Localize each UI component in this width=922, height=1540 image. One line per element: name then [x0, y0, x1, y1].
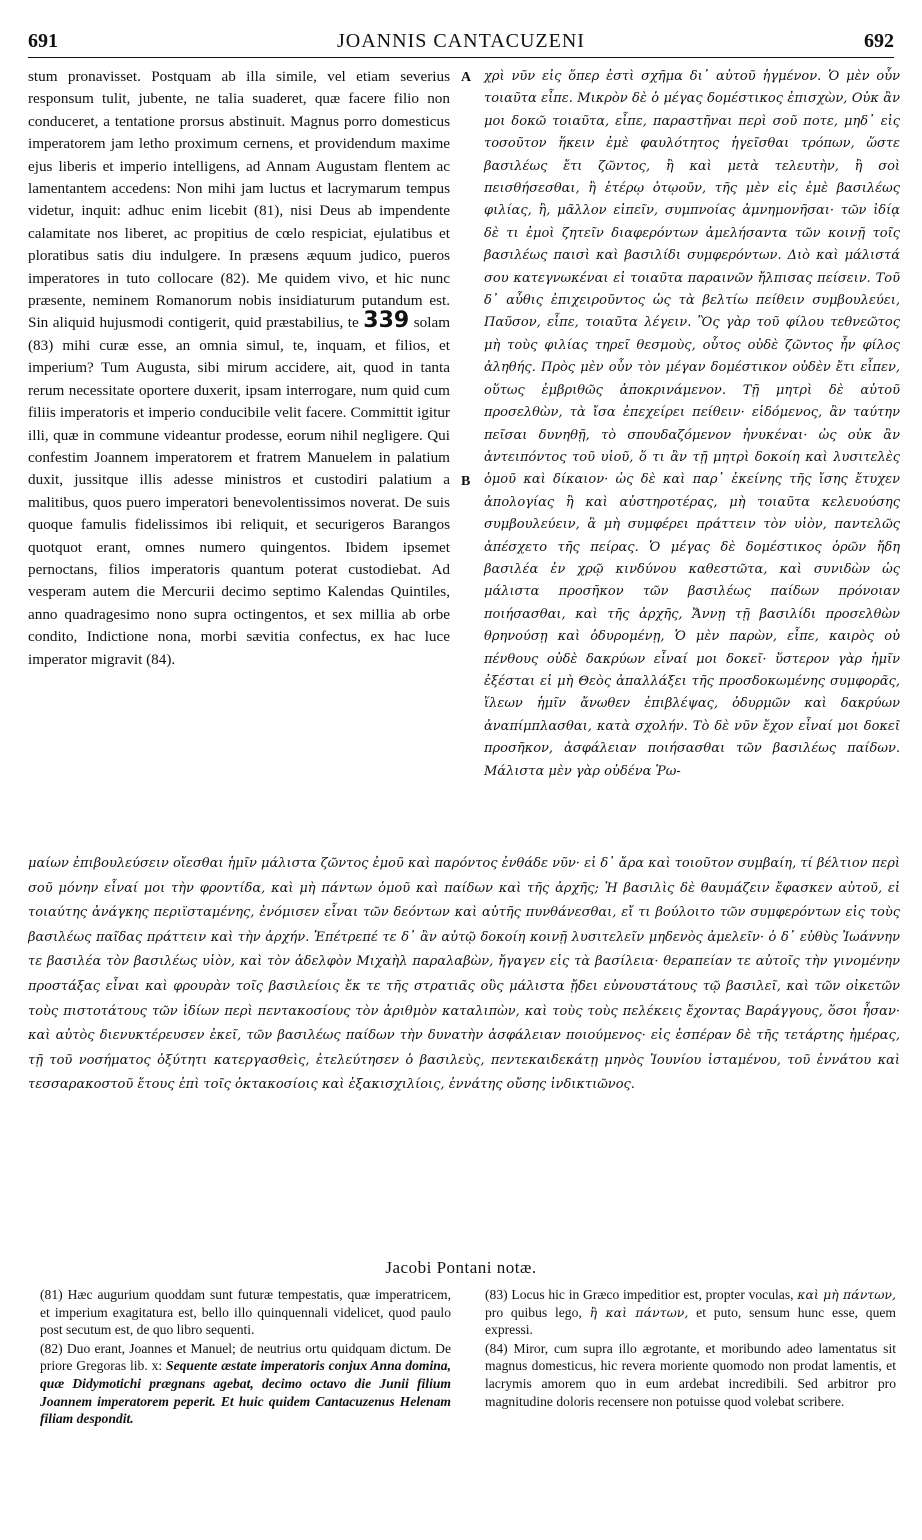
note-83-greek-2: ἢ καὶ πάντων, — [589, 1304, 689, 1320]
greek-full-width-text: μαίων ἐπιβουλεύσειν οἴεσθαι ἡμῖν μάλιστα ζῶντος ἐμοῦ καὶ παρόντος ἐνθάδε νῦν· εἰ δ᾽ ἄρα καὶ τοιοῦτον συμβαίη, τί βέλτιον περὶ σοῦ μόνην εἶναί μοι τὴν φροντίδα, καὶ μὴ πάντων ὁμοῦ καὶ παίδων καὶ τῆς ἀρχῆς; Ἡ βασιλὶς δὲ θαυμάζειν ἔφασκεν αὐτοῦ, εἰ τοιαύτης ἀνάγκης περιϊσταμένης, ἐνόμισεν εἶναι τῶν δεόντων καὶ αὐτῆς πυνθάνεσθαι, εἴ τι βούλοιτο τῶν συμφερόντων εἰς τοὺς βασιλέως παῖδας πράττειν καὶ τὴν ἀρχήν. Ἐπέτρεπέ τε δ᾽ ἂν αὐτῷ δοκοίη κοινῇ λυσιτελεῖν μηδενὸς ἀμελεῖν· ὁ δ᾽ εὐθὺς Ἰωάννην τε βασιλέα τὸν βασιλέως υἱὸν, καὶ τὸν ἀδελφὸν Μιχαὴλ παραλαβὼν, ἤγαγεν εἰς τὰ βασίλεια· θεραπείαν τε αὐτοῖς τὴν γινομένην προστάξας εἶναι καὶ φρουρὰν τοῖς βασιλείοις ἔκ τε τῆς στρατιᾶς οὓς μάλιστα ᾔδει εὐνουστάτους τῷ βασιλεῖ, καὶ τῶν οἰκετῶν τοὺς πιστοτάτους τῶν ἰδίων περὶ πεντακοσίους τὸν ἀριθμὸν καταλιπὼν, καὶ τοὺς τοὺς πελέκεις ἔχοντας Βαράγγους, ὅσοι ἦσαν· καὶ αὐτὸς διενυκτέρευσεν ἐκεῖ, τῶν βασιλέως παίδων τὴν δυνατὴν ἀσφάλειαν ποιούμενος· εἰς ἑσπέραν δὲ τῆς τετάρτης ἡμέρας, τῇ τοῦ νοσήματος ὀξύτητι κατεργασθεὶς, ἐτελεύτησεν ὁ βασιλεὺς, πεντεκαιδεκάτῃ μηνὸς Ἰουνίου ἱσταμένου, τοῦ ἐννάτου καὶ τεσσαρακοστοῦ ἔτους ἐπὶ τοῖς ὀκτακοσίοις καὶ ἑξακισχιλίοις, ἐννάτης οὔσης ἰνδικτιῶνος. — [28, 856, 900, 1093]
latin-text-part2: solam (83) mihi curæ esse, an omnia simul, te, inquam, et filios, et imperium? Tum Augusta, sibi mirum accidere, ait, quod in tanta rerum necessitate oportere duxerit, ipsam interrogare, num quid cum filiis imperatoris et imperio conducibile velit facere. Committit igitur illi, quæ in commune videantur prodesse, eorum nihil negligere. Qui confestim Joannem imperatorem et fratrem Manuelem in palatium duxit, jussitque illis adesse ministros et custodiri palatium a malitibus, quos puero imperatori benevolentissimos noverat. De suis quoque famulis fidelissimos ibi reliquit, et securigeros Barangos quotquot erant, omnes numero quingentos. Ibidem ipsemet pernoctans, filios imperatoris quantum poterat custodiebat. Ad vesperam autem die Mercurii decimo septimo Kalendas Quintiles, anno quadragesimo nono supra octingentos, et sex millia ab orbe condito, Indictione nona, morbi sævitia confectus, ex hac luce imperator migravit (84). — [28, 314, 451, 668]
two-column-text — [28, 66, 900, 844]
note-82-text: (82) Duo erant, Joannes et Manuel; de neutrius ortu quidquam dictum. De priore Gregoras lib. x: — [40, 1340, 451, 1374]
margin-letter-a: A — [461, 70, 472, 85]
marginal-page-number: 339 — [363, 308, 410, 334]
latin-column — [28, 66, 458, 844]
latin-text-part1: stum pronavisset. Postquam ab illa simile, vel etiam severius responsum tulit, jubente, ne talia suaderet, quæ facere filio non conduceret, a tentatione prorsus abstinuit. Magnus porro domesticus imperatorem jam letho proximum cernens, et providendum maxime ejus liberis et imperio intelligens, ad Annam Augustam flentem ac lamentantem accedens: Non mihi jam luctus et lacrymarum tempus videtur, inquit: adhuc enim licebit (81), nisi Deus ab impendente calamitate nos liberet, ac propitius de cœlo respiciat, ejulatibus et ploratibus satis diu indulgere. In præsens æquum judico, pueros imperatores in tuto collocare (82). Me quidem vivo, et hic nunc præsente, neminem Romanorum nobis insidiaturum putandum est. Sin aliquid hujusmodi contigerit, quid præstabilius, te — [28, 68, 450, 332]
note-83-text-b: pro quibus lego, — [485, 1304, 582, 1320]
note-81: (81) Hæc augurium quoddam sunt futuræ tempestatis, quæ imperatricem, et imperium exagitatura est, bello illo quinquennali videlicet, quod paulo post secutum est, de quo libro sequenti. — [40, 1287, 451, 1338]
notes-left-column — [40, 1286, 451, 1526]
running-header — [28, 22, 894, 58]
note-83-text-c: et puto, sensum hunc esse, quem expressi. — [485, 1304, 896, 1338]
note-83 — [485, 1286, 896, 1339]
margin-letter-b: B — [461, 474, 471, 489]
notes-heading: Jacobi Pontani notæ. — [385, 1258, 537, 1277]
greek-column: χρὶ νῦν εἰς ὅπερ ἐστὶ σχῆμα δι᾽ αὐτοῦ ἡγμένον. Ὁ μὲν οὖν τοιαῦτα εἶπε. Μικρὸν δὲ ὁ μέγας δομέστικος ἐπισχὼν, Οὐκ ἂν μοι δοκῶ τοιαῦτα, εἶπε, παραστῆναι περὶ σοῦ ποτε, μηδ᾽ εἰς τοσοῦτον ἥκειν ἐμὲ φαυλότητος ἡγεῖσθαι τρόπων, ὥστε βασιλέως ἔτι ζῶντος, ἢ καὶ μετὰ τελευτὴν, ἢ σοὶ πεισθήσεσθαι, ἢ ἑτέρῳ ὁτῳοῦν, τῆς μὲν εἰς ἐμὲ βασιλέως φιλίας, ἢ, μᾶλλον εἰπεῖν, συμπνοίας ἀμνημονῆσαι· τῶν ἰδίᾳ δὲ τι ἐμοὶ ζητεῖν διαφερόντων ἀμελήσαντα τῶν κοινῇ τοῖς βασιλέως παισὶ καὶ βασιλίδι συμφερόντων. Διὸ καὶ μάλιστά σου κατεγνωκέναι εἰ τοιαῦτα παραινῶν ἤλπισας πείσειν. Τοῦ δ᾽ αὖθις ἐπιχειροῦντος ὡς τὰ βελτίω πείθειν συμβουλεύει, Παῦσον, εἶπε, τοιαῦτα λέγειν. Ὃς γὰρ τοῦ φίλου τεθνεῶτος μὴ τοὺς φιλίας τηρεῖ θεσμοὺς, οὗτος οὐδὲ ζῶντος ἦν φίλος ἀληθής. Πρὸς μὲν οὖν τὸν μέγαν δομέστικον οὐδὲν ἔτι εἶπεν, οὕτως ἐμβριθῶς ἀποκρινάμενον. Τῇ μητρὶ δὲ αὐτοῦ προσελθὼν, τὰ ἴσα ἐπεχείρει πείθειν· εἰδόμενος, ἂν ταύτην πεῖσαι δυνηθῇ, τὸ σπουδαζόμενον ἠνυκέναι· ὡς οὐκ ἂν ἀντειπόντος τοῦ υἱοῦ, ὅ τι ἂν τῇ μητρὶ δοκοίη καὶ λυσιτελὲς ὁμοῦ καὶ δίκαιον· ὡς δὲ καὶ παρ᾽ ἐκείνης τῆς ἴσης ἔτυχεν ἀπολογίας ἢ καὶ αὐστηροτέρας, μὴ τοιαῦτα κελευούσης συμβουλεύειν, ἃ μὴ συμφέρει πράττειν τὸν υἱὸν, παντελῶς ἀπέσχετο τῆς πείρας. Ὁ μέγας δὲ δομέστικος ὁρῶν ἤδη βασιλέα ἐν χρῷ κινδύνου καθεστῶτα, καὶ συνιδὼν ὡς μάλιστα προσῆκον τῶν βασιλέως παίδων πρόνοιαν ποιήσασθαι, καὶ τῆς ἀρχῆς, Ἄννῃ τῇ βασιλίδι προσελθὼν θρηνούσῃ καὶ ὀδυρομένῃ, Ὁ μὲν παρὼν, εἶπε, καιρὸς οὐ πένθους οὐδὲ δακρύων εἶναί μοι δοκεῖ· ὕστερον γὰρ ἡμῖν ἐξέσται εἰ μὴ Θεὸς ἀπαλλάξει τῆς προσδοκωμένης συμφορᾶς, ἵλεων ἡμῖν ἄνωθεν ἐπιβλέψας, ὀδυρμῶν καὶ δακρύων ἀναπίμπλασθαι, κατὰ σχολήν. Τὸ δὲ νῦν ἔχον εἶναί μοι δοκεῖ προσῆκον, ἀσφάλειαν ποιήσασθαι τῶν βασιλέως παίδων. Μάλιστα μὲν γὰρ οὐδένα Ῥω- — [484, 69, 900, 779]
margin-letters — [458, 66, 478, 844]
footnotes — [40, 1286, 896, 1526]
page-number-left: 691 — [28, 30, 58, 52]
note-84: (84) Miror, cum supra illo ægrotante, et moribundo adeo lamentatus sit magnus domesticus, hic revera moriente quomodo non prodat lamentis, et lacrymis amorem quo in eum ardebat incredibili. Sed arbitror pro magnitudine doloris recensere non potuisse quod volebat scribere. — [485, 1340, 896, 1409]
page-number-right: 692 — [863, 30, 894, 52]
note-83-greek-1: καὶ μὴ πάντων, — [797, 1287, 896, 1302]
note-82 — [40, 1340, 451, 1428]
note-83-text-a: (83) Locus hic in Græco impeditior est, propter voculas, — [485, 1287, 794, 1302]
running-title: JOANNIS CANTACUZENI — [337, 30, 585, 52]
note-82-quote: Sequente æstate imperatoris conjux Anna domina, quæ Didymotichi prægnans agebat, decimo octavo die Junii filium Joannem imperatorem peperit. Et huic quidem Cantacuzenus Helenam filiam despondit. — [40, 1358, 451, 1427]
notes-right-column — [485, 1286, 896, 1526]
